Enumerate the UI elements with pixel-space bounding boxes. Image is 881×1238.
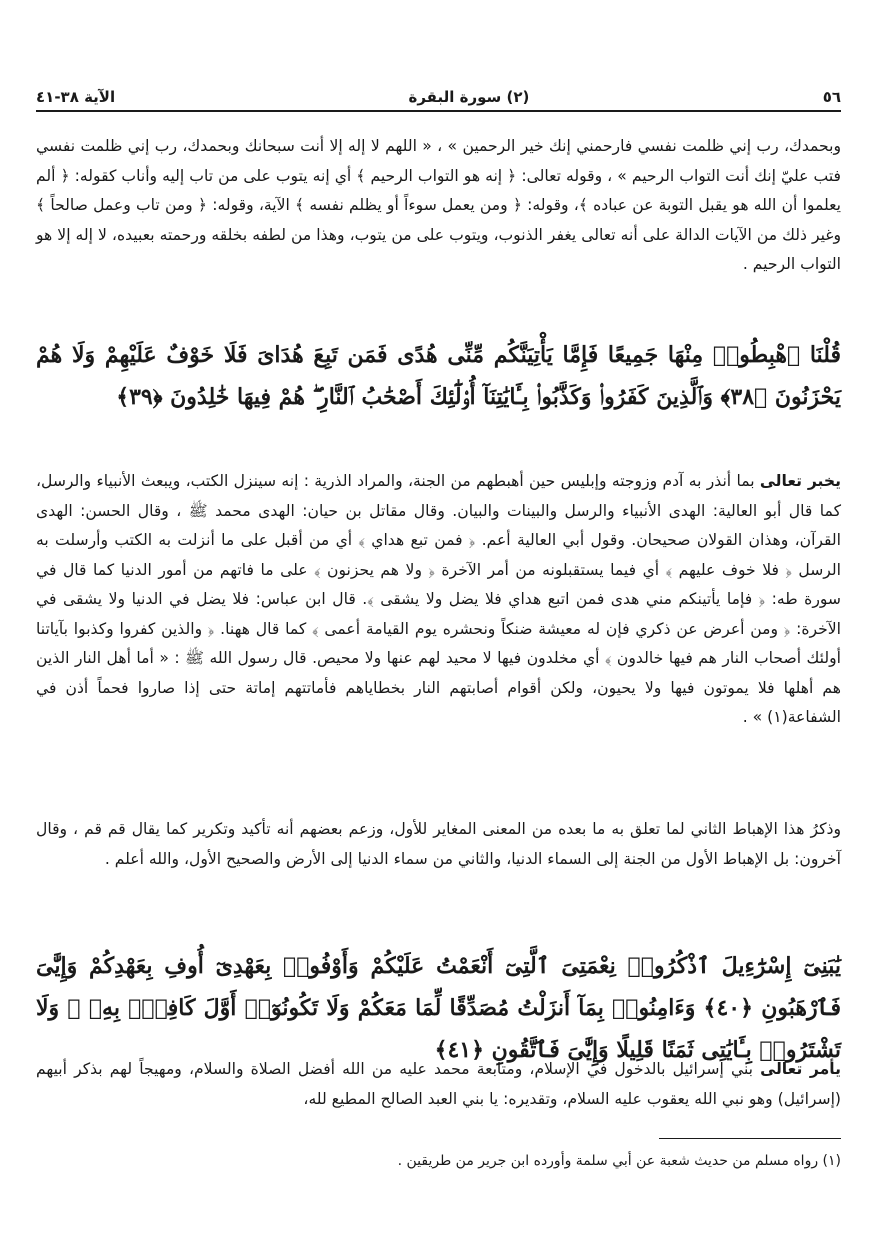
commentary-paragraph-2 <box>36 467 841 807</box>
page-body <box>36 132 841 1145</box>
surah-title: (٢) سورة البقرة <box>408 88 530 106</box>
quran-verses-38-39: قُلْنَا ٱهْبِطُوا۟ مِنْهَا جَمِيعًا فَإِمَّا يَأْتِيَنَّكُم مِّنِّى هُدًى فَمَن تَبِعَ هُدَاىَ فَلَا خَوْفٌ عَلَيْهِمْ وَلَا هُمْ يَحْزَنُونَ ﴿٣٨﴾ وَٱلَّذِينَ كَفَرُوا۟ وَكَذَّبُوا۟ بِـَٔايَٰتِنَآ أُو۟لَٰٓئِكَ أَصْحَٰبُ ٱلنَّارِ ۖ هُمْ فِيهَا خَٰلِدُونَ ﴿٣٩﴾ <box>36 342 841 410</box>
paragraph-text: بني إسرائيل بالدخول في الإسلام، ومتابعة محمد عليه من الله أفضل الصلاة والسلام، ومهيجاً لهم بذكر أبيهم (إسرائيل) وهو نبي الله يعقوب عليه السلام، وتقديره: يا بني العبد الصالح المطيع لله، <box>36 1060 841 1108</box>
page-number: ٥٦ <box>822 88 841 106</box>
footnote-divider <box>659 1138 841 1139</box>
commentary-paragraph-1: وبحمدك، رب إني ظلمت نفسي فارحمني إنك خير الرحمين » ، « اللهم لا إله إلا أنت سبحانك وبحمدك، رب إني ظلمت نفسي فتب عليّ إنك أنت التواب الرحيم » ، وقوله تعالى: ﴿ إنه هو التواب الرحيم ﴾ أي إنه يتوب على من تاب إليه وأناب كقوله: ﴿ ألم يعلموا أن الله هو يقبل التوبة عن عباده ﴾، وقوله: ﴿ ومن يعمل سوءاً أو يظلم نفسه ﴾ الآية، وقوله: ﴿ ومن تاب وعمل صالحاً ﴾ وغير ذلك من الآيات الدالة على أنه تعالى يغفر الذنوب، ويتوب على من يتوب، وهذا من لطفه بخلقه ورحمته بعبيده، لا إله إلا هو التواب الرحيم . <box>36 137 841 273</box>
paragraph-lead: يخبر تعالى <box>759 472 841 490</box>
commentary-paragraph-4 <box>36 1055 841 1145</box>
verse-range: الآية ٣٨-٤١ <box>36 88 116 106</box>
quran-verses-40-41: يَٰبَنِىٓ إِسْرَٰٓءِيلَ ٱذْكُرُوا۟ نِعْمَتِىَ ٱلَّتِىٓ أَنْعَمْتُ عَلَيْكُمْ وَأَوْفُوا۟ بِعَهْدِىٓ أُوفِ بِعَهْدِكُمْ وَإِيَّٰىَ فَٱرْهَبُونِ ﴿٤٠﴾ وَءَامِنُوا۟ بِمَآ أَنزَلْتُ مُصَدِّقًا لِّمَا مَعَكُمْ وَلَا تَكُونُوٓا۟ أَوَّلَ كَافِرٍۭ بِهِۦ ۖ وَلَا تَشْتَرُوا۟ بِـَٔايَٰتِى ثَمَنًا قَلِيلًا وَإِيَّٰىَ فَٱتَّقُونِ ﴿٤١﴾ <box>36 953 842 1063</box>
page-header <box>36 88 841 112</box>
paragraph-text: بما أنذر به آدم وزوجته وإبليس حين أهبطهم من الجنة، والمراد الذرية : إنه سينزل الكتب، ويبعث الأنبياء والرسل، كما قال أبو العالية: الهدى الأنبياء والرسل والبينات والبيان. وقال مقاتل بن حيان: الهدى محمد ﷺ ، وقال الحسن: الهدى القرآن، وهذان القولان صحيحان. وقول أبي العالية أعم. ﴿ فمن تبع هداي ﴾ أي من أقبل على ما أنزلت به الكتب وأرسلت به الرسل ﴿ فلا خوف عليهم ﴾ أي فيما يستقبلونه من أمر الآخرة ﴿ ولا هم يحزنون ﴾ على ما فاتهم من أمور الدنيا كما قال في سورة طه: ﴿ فإما يأتينكم مني هدى فمن اتبع هداي فلا يضل ولا يشقى ﴾. قال ابن عباس: فلا يضل في الدنيا ولا يشقى في الآخرة: ﴿ ومن أعرض عن ذكري فإن له معيشة ضنكاً ونحشره يوم القيامة أعمى ﴾ كما قال ههنا. ﴿ والذين كفروا وكذبوا بآياتنا أولئك أصحاب النار هم فيها خالدون ﴾ أي مخلدون فيها لا محيد لهم عنها ولا محيص. قال رسول الله ﷺ : « أما أهل النار الذين هم أهلها فلا يموتون فيها ولا يحيون، ولكن أقوام أصابتهم النار بخطاياهم فأماتتهم إماتة حتى إذا صاروا فحماً أذن في الشفاعة(١) » . <box>36 472 841 726</box>
commentary-paragraph-3: وذكرُ هذا الإهباط الثاني لما تعلق به ما بعده من المعنى المغاير للأول، وزعم بعضهم أنه تأكيد وتكرير كما يقال قم قم ، وقال آخرون: بل الإهباط الأول من الجنة إلى السماء الدنيا، والثاني من سماء الدنيا إلى الأرض والصحيح الأول، والله أعلم . <box>36 820 841 868</box>
paragraph-lead: يأمر تعالى <box>760 1060 841 1078</box>
footnote: (١) رواه مسلم من حديث شعبة عن أبي سلمة وأورده ابن جرير من طريقين . <box>397 1153 841 1169</box>
